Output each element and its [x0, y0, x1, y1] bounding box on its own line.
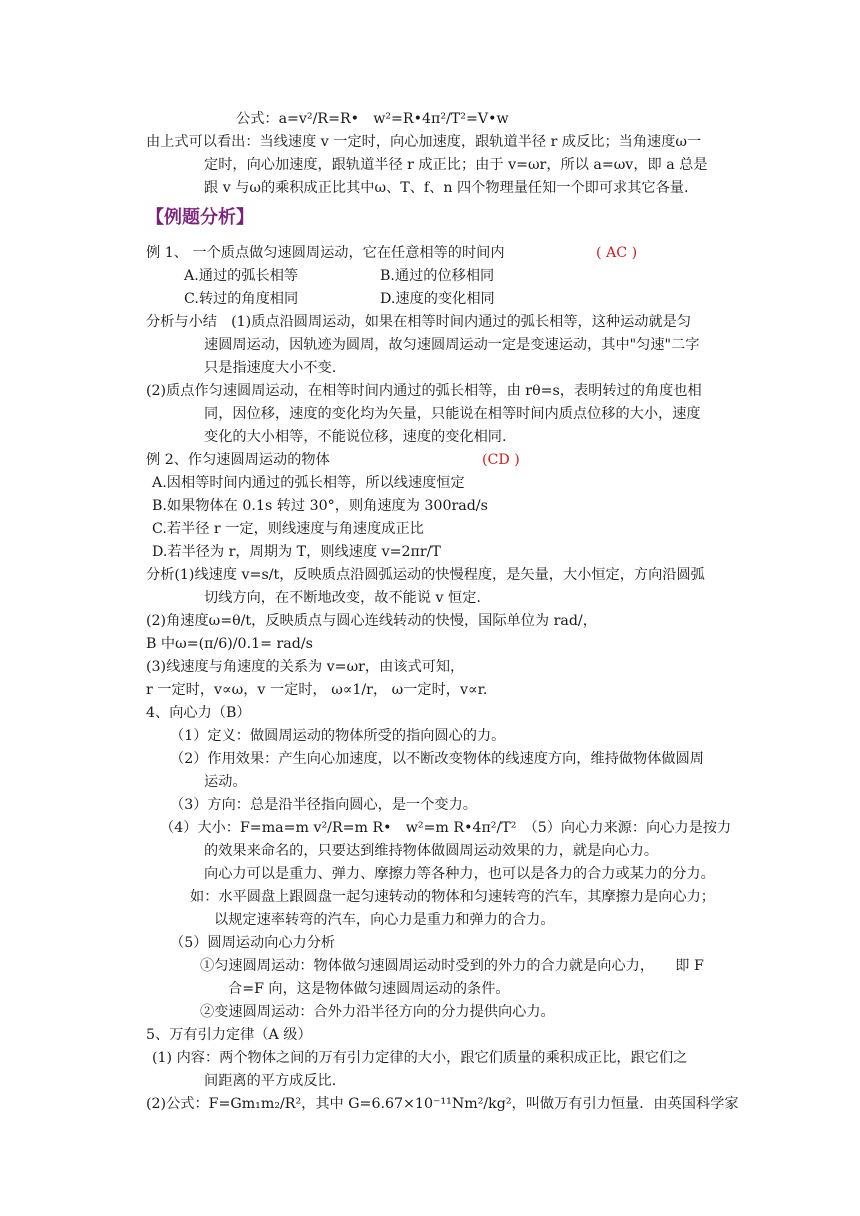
text-line: r 一定时，v∝ω，v 一定时， ω∝1/r， ω一定时，v∝r.	[146, 682, 488, 698]
example-2-question: 例 2、作匀速圆周运动的物体	[146, 452, 330, 468]
text-line: （2）作用效果：产生向心加速度，以不断改变物体的线速度方向，维持做物体做圆周	[170, 751, 704, 767]
text-line: 以规定速率转弯的汽车，向心力是重力和弹力的合力。	[214, 912, 555, 928]
text-line: 分析(1)线速度 v=s/t，反映质点沿圆弧运动的快慢程度，是矢量，大小恒定，方向沿圆弧	[146, 567, 705, 583]
text-line: 运动。	[204, 774, 247, 790]
text-line: 由上式可以看出：当线速度 v 一定时，向心加速度，跟轨道半径 r 成反比；当角速度ω一	[146, 134, 702, 150]
text-line: (2)质点作匀速圆周运动，在相等时间内通过的弧长相等，由 rθ=s，表明转过的角度也相	[146, 383, 702, 399]
example-2-answer: (CD )	[482, 452, 520, 468]
formula-line: 公式：a=v²/R=R• w²=R•4π²/T²=V•w	[236, 111, 509, 127]
section-heading: 【例题分析】	[146, 207, 254, 228]
text-line: 变化的大小相等，不能说位移，速度的变化相同.	[204, 429, 507, 445]
text-line: (3)线速度与角速度的关系为 v=ωr，由该式可知，	[146, 659, 465, 675]
text-line: 间距离的平方成反比.	[204, 1073, 337, 1089]
text-line: 向心力可以是重力、弹力、摩擦力等各种力，也可以是各力的合力或某力的分力。	[204, 866, 715, 882]
text-line: (2)公式：F=Gm₁m₂/R²，其中 G=6.67×10⁻¹¹Nm²/kg²，叫做万有引力恒量．由英国科学家	[146, 1096, 739, 1112]
text-line: 同，因位移，速度的变化均为矢量，只能说在相等时间内质点位移的大小，速度	[204, 406, 701, 422]
text-line: （3）方向：总是沿半径指向圆心，是一个变力。	[170, 797, 477, 813]
text-line: 切线方向，在不断地改变，故不能说 v 恒定.	[204, 590, 481, 606]
text-line: （1）定义：做圆周运动的物体所受的指向圆心的力。	[170, 728, 506, 744]
text-line: 定时，向心加速度，跟轨道半径 r 成正比；由于 v=ωr，所以 a=ωv，即 a 总是	[204, 157, 708, 173]
section-title: 4、向心力（B）	[146, 705, 251, 721]
option-c: C.若半径 r 一定，则线速度与角速度成正比	[152, 521, 424, 537]
text-line: 跟 v 与ω的乘积成正比其中ω、T、f、n 四个物理量任知一个即可求其它各量.	[204, 180, 689, 196]
text-line: ②变速圆周运动：合外力沿半径方向的分力提供向心力。	[200, 1004, 555, 1020]
text-line: 的效果来命名的，只要达到维持物体做圆周运动效果的力，就是向心力。	[204, 843, 659, 859]
text-line: B 中ω=(π/6)/0.1= rad/s	[146, 636, 313, 652]
text-line: （4）大小：F=ma=m v²/R=m R• w²=m R•4π²/T² （5）向心力来源：向心力是按力	[160, 820, 732, 836]
option-b: B.通过的位移相同	[380, 268, 495, 284]
option-d: D.若半径为 r，周期为 T，则线速度 v=2πr/T	[152, 544, 441, 560]
option-d: D.速度的变化相同	[380, 291, 495, 307]
option-a: A.因相等时间内通过的弧长相等，所以线速度恒定	[152, 475, 465, 491]
section-title: 5、万有引力定律（A 级）	[146, 1027, 312, 1043]
option-b: B.如果物体在 0.1s 转过 30°，则角速度为 300rad/s	[152, 498, 488, 514]
example-1-question: 例 1、 一个质点做匀速圆周运动，它在任意相等的时间内	[146, 245, 505, 261]
option-c: C.转过的角度相同	[184, 291, 299, 307]
example-1-answer: ( AC )	[596, 245, 638, 261]
text-line: 只是指速度大小不变.	[204, 360, 337, 376]
option-a: A.通过的弧长相等	[184, 268, 299, 284]
text-line: (1) 内容：两个物体之间的万有引力定律的大小，跟它们质量的乘积成正比，跟它们之	[152, 1050, 688, 1066]
text-line: (2)角速度ω=θ/t，反映质点与圆心连线转动的快慢，国际单位为 rad/，	[146, 613, 597, 629]
text-line: 分析与小结 (1)质点沿圆周运动，如果在相等时间内通过的弧长相等，这种运动就是匀	[146, 314, 692, 330]
text-line: 速圆周运动，因轨迹为圆周，故匀速圆周运动一定是变速运动，其中"匀速"二字	[204, 337, 700, 353]
text-line: 如：水平圆盘上跟圆盘一起匀速转动的物体和匀速转弯的汽车，其摩擦力是向心力；	[190, 889, 715, 905]
text-line: ①匀速圆周运动：物体做匀速圆周运动时受到的外力的合力就是向心力， 即 F	[200, 958, 704, 974]
text-line: （5）圆周运动向心力分析	[170, 935, 336, 951]
text-line: 合=F 向，这是物体做匀速圆周运动的条件。	[228, 981, 510, 997]
